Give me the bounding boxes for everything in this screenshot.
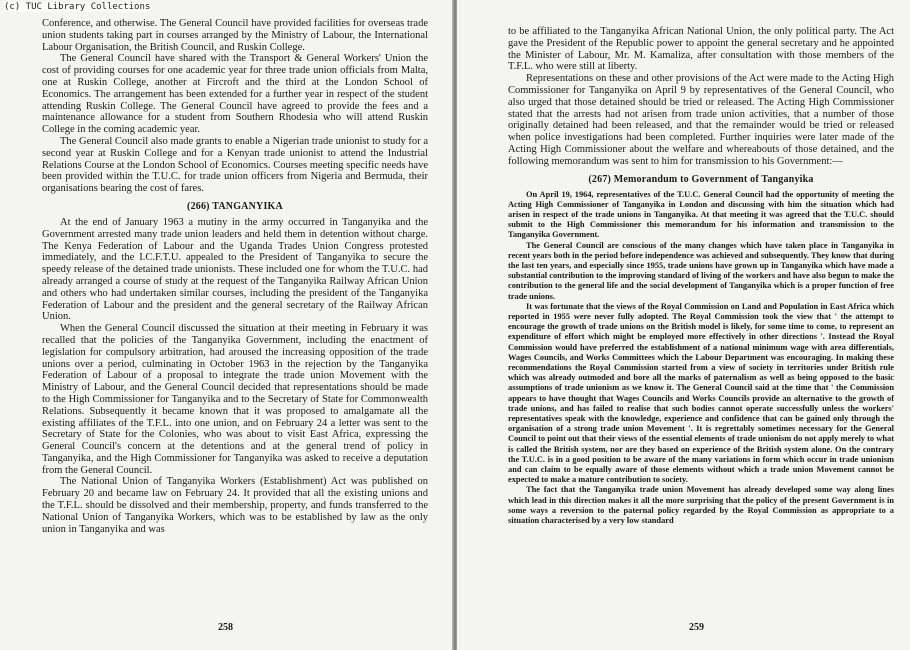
page-number: 258 [218,622,233,633]
paragraph: The General Council also made grants to enable a Nigerian trade unionist to study for a second year at Ruskin College and for a Kenyan trade unionist to attend the Industrial Relations Course at the London School of Economics. Courses meeting specific needs have been provided within the T.U.C. for trade union officers from Nigeria and Bermuda, their organisations bearing the cost of fares. [42,135,428,195]
right-page [457,0,910,650]
paragraph: At the end of January 1963 a mutiny in the army occurred in Tanganyika and the Government arrested many trade union leaders and held them in detention without charge. The Kenya Federation of Labour and the Uganda Trades Union Congress protested immediately, and the I.C.F.T.U. appealed to the President of Tanganyika to secure the speedy release of the detained trade unionists. These included one for whom the T.U.C. had already arranged a course of study at the request of the Tanganyika Railway African Union and others who had undertaken similar courses, including the president of the Tanganyika Federation of Labour and the president and the general secretary of the Railway African Union. [42,216,428,323]
paragraph: The National Union of Tanganyika Workers (Establishment) Act was published on February 20 and became law on February 24. It provided that all the existing unions and the T.F.L. should be dissolved and their membership, property, and funds transferred to the National Union of Tanganyika Workers, which was to be established by law as the only union in Tanganyika and was [42,476,428,535]
section-heading-266: (266) TANGANYIKA [187,200,283,212]
paragraph: Conference, and otherwise. The General Council have provided facilities for overseas trade union students taking part in courses arranged by the Ministry of Labour, the International Labour Organisation, the British Council, and Ruskin College. [42,18,428,53]
paragraph: to be affiliated to the Tanganyika African National Union, the only political party. The Act gave the President of the Republic power to appoint the general secretary and he appointed the Minister of Labour, Mr. M. Kamaliza, after consultation with those members of the T.F.L. who were still at liberty. [508,26,894,73]
paragraph: The General Council have shared with the Transport & General Workers' Union the cost of providing courses for one academic year for three trade union officials from Malta, one at Ruskin College, another at Fircroft and the third at the London School of Economics. The arrangement has been extended for a further year in respect of the student attending Ruskin College. The General Council have agreed to provide the fees and a maintenance allowance for a student from Southern Rhodesia who will attend Ruskin College in the coming academic year. [42,53,428,136]
paragraph: When the General Council discussed the situation at their meeting in February it was recalled that the policies of the Tanganyika Government, including the enactment of legislation for compulsory arbitration, had aroused the increasing opposition of the trade unions over a period, culminating in October 1963 in the rejection by the Tanganyika Federation of Labour of a proposal to integrate the trade union Movement with the Ministry of Labour, and the General Council decided that representations should be made to the High Commissioner for Tanganyika and to the Secretary of State for Commonwealth Relations. Subsequently it became known that it was proposed to amalgamate all the existing affiliates of the T.F.L. into one union, and on February 24 a letter was sent to the Secretary of State for the Colonies, who was about to visit East Africa, expressing the General Council's concern at the detentions and at the general trend of policy in Tanganyika, and the High Commissioner for Tanganyika was asked to receive a deputation from the General Council. [42,323,428,476]
memo-paragraph: The fact that the Tanganyika trade union Movement has already developed some way along lines which lead in this direction makes it all the more surprising that the policy of the present Government is in some ways a reversion to the paternal policy regarded by the Royal Commission as appropriate to a situation characterised by a very low standard [508,485,894,526]
memo-paragraph: It was fortunate that the views of the Royal Commission on Land and Population in East Africa which reported in 1955 were never fully adopted. The Royal Commission took the view that ' the attempt to encourage the growth of trade unions on the British model is likely, for some time to come, to represent an expenditure of effort which might be employed more effectively in other directions '. Instead the Royal Commission would have preferred the establishment of a national minimum wage with area differentials, Wages Councils, and Works Committees which the Labour Department was encouraging. In making these recommendations the Royal Commission started from a view of society in territories under British rule which was already outmoded and bore all the marks of paternalism as well as being opposed to the basic assumptions of trade unionism as we know it. The General Council said at the time that ' the Commission appears to have thought that Wages Councils and Works Councils provide an alternative to the growth of trade unions, and has failed to realise that such bodies cannot operate successfully unless the workers' representatives speak with the knowledge, experience and confidence that can be gained only through the organisation of a strong trade union Movement '. It is regrettably sometimes necessary for the General Council to point out that their views of the essential elements of trade unionism do not apply merely to what is called the British system, nor are they based on experience of the British system alone. On the contrary the T.U.C. is in a good position to be aware of the many variations in form which occur in trade unionism and can claim to be equally aware of those elements without which a trade union Movement cannot be expected to make a mature contribution to society. [508,301,894,485]
section-heading-267: (267) Memorandum to Government of Tanganyika [588,173,814,185]
library-watermark: (c) TUC Library Collections [4,2,151,12]
memo-paragraph: The General Council are conscious of the many changes which have taken place in Tanganyika in recent years both in the period before independence was achieved and subsequently. They know that during the last ten years, and especially since 1955, trade unions have grown up in Tanganyika which have made a substantial contribution to the improving standard of living of the workers and have also begun to make the contribution to the general life and the social development of Tanganyika which is a proper function of free trade unions. [508,240,894,301]
left-page [0,0,453,650]
paragraph: Representations on these and other provisions of the Act were made to the Acting High Commissioner for Tanganyika on April 9 by representatives of the General Council, who also urged that those detained should be tried or released. The Acting High Commissioner stated that the arrests had not arisen from trade union activities, that a number of those originally detained had been released, and that the remainder would be tried or released when police investigations had been completed. Further inquiries were later made of the Acting High Commissioner about the welfare and whereabouts of those detained, and the following memorandum was sent to him for transmission to his Government:— [508,73,894,167]
page-number: 259 [689,622,704,633]
memo-paragraph: On April 19, 1964, representatives of the T.U.C. General Council had the opportunity of meeting the Acting High Commissioner of Tanganyika in London and discussing with him the situation which had arisen in respect of the trade unions in Tanganyika. At that meeting it was agreed that the T.U.C. should submit to the High Commissioner this memorandum for his information and transmission to the Tanganyika Government. [508,189,894,240]
